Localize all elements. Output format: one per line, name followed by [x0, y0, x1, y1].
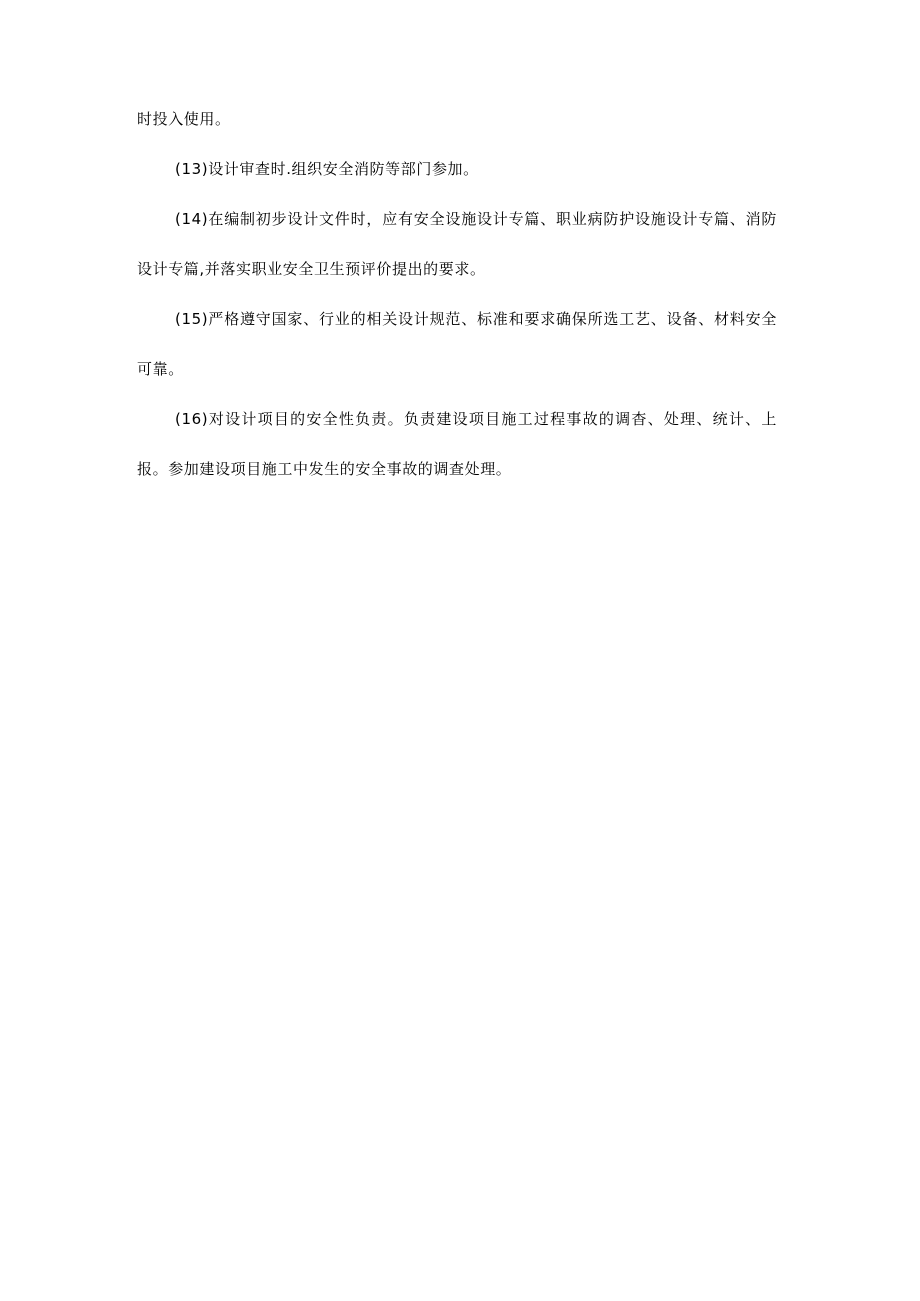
- paragraph-item-14: (14)在编制初步设计文件时，应有安全设施设计专篇、职业病防护设施设计专篇、消防设计专篇,并落实职业安全卫生预评价提出的要求。: [137, 210, 777, 278]
- document-body: [137, 100, 777, 494]
- paragraph-continuation: 时投入使用。: [137, 110, 231, 128]
- paragraph-item-13: (13)设计审查时.组织安全消防等部门参加。: [175, 160, 479, 178]
- paragraph-item-15: (15)严格遵守国家、行业的相关设计规范、标准和要求确保所选工艺、设备、材料安全可靠。: [137, 310, 777, 378]
- paragraph-item-16: (16)对设计项目的安全性负责。负责建设项目施工过程事故的调杳、处理、统计、上报。参加建设项目施工中发生的安全事故的调查处理。: [137, 410, 777, 478]
